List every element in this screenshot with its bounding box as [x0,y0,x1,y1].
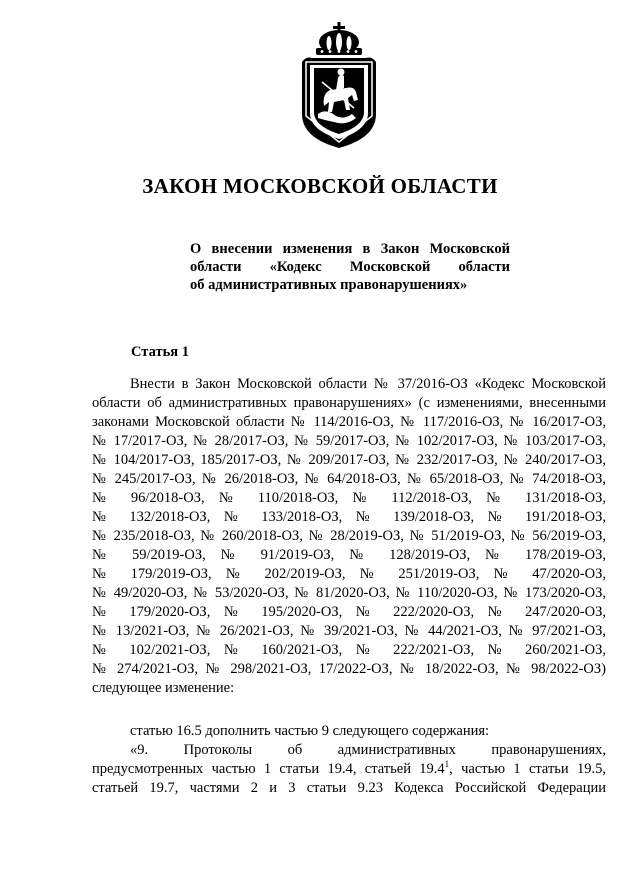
body-line: следующее изменение: [92,680,235,696]
superscript: 1 [444,759,450,770]
amendment-text [92,722,606,798]
body-line: № 17/2017-ОЗ, № 28/2017-ОЗ, № 59/2017-ОЗ, № 102/2017-ОЗ, № 103/2017-ОЗ, [92,433,606,449]
body-line: № 104/2017-ОЗ, 185/2017-ОЗ, № 209/2017-ОЗ, № 232/2017-ОЗ, № 240/2017-ОЗ, [92,452,606,468]
body-line: области об административных правонарушениях» (с изменениями, внесенными [92,395,606,411]
body-line: № 235/2018-ОЗ, № 260/2018-ОЗ, № 28/2019-ОЗ, № 51/2019-ОЗ, № 56/2019-ОЗ, [92,528,606,544]
body-line: № 245/2017-ОЗ, № 26/2018-ОЗ, № 64/2018-ОЗ, № 65/2018-ОЗ, № 74/2018-ОЗ, [92,471,606,487]
body-line: № 59/2019-ОЗ, № 91/2019-ОЗ, № 128/2019-ОЗ, № 178/2019-ОЗ, [92,547,606,563]
body-line: Внести в Закон Московской области № 37/2016-ОЗ «Кодекс Московской [130,376,606,392]
law-subtitle [190,240,510,294]
body-line: № 179/2019-ОЗ, № 202/2019-ОЗ, № 251/2019-ОЗ, № 47/2020-ОЗ, [92,566,606,582]
quote-line [92,760,606,779]
body-line: № 132/2018-ОЗ, № 133/2018-ОЗ, № 139/2018-ОЗ, № 191/2018-ОЗ, [92,509,606,525]
body-line: № 179/2020-ОЗ, № 195/2020-ОЗ, № 222/2020-ОЗ, № 247/2020-ОЗ, [92,604,606,620]
article-body [92,375,606,698]
body-line: № 274/2021-ОЗ, № 298/2021-ОЗ, 17/2022-ОЗ, № 18/2022-ОЗ, № 98/2022-ОЗ) [92,661,606,677]
amendment-intro: статью 16.5 дополнить частью 9 следующего содержания: [130,723,490,739]
quote-text: предусмотренных частью 1 статьи 19.4, статьей 19.4 [92,761,445,777]
quote-text: , частью 1 статьи 19.5, [449,761,606,777]
quote-line: статьей 19.7, частями 2 и 3 статьи 9.23 Кодекса Российской Федерации [92,780,606,796]
body-line: № 49/2020-ОЗ, № 53/2020-ОЗ, № 81/2020-ОЗ, № 110/2020-ОЗ, № 173/2020-ОЗ, [92,585,606,601]
body-line: № 102/2021-ОЗ, № 160/2021-ОЗ, № 222/2021-ОЗ, № 260/2021-ОЗ, [92,642,606,658]
subtitle-line: об административных правонарушениях» [190,277,468,293]
article-heading: Статья 1 [131,344,189,360]
subtitle-line: О внесении изменения в Закон Московской [190,241,510,257]
quote-line: «9. Протоколы об административных правонарушениях, [130,742,606,758]
body-line: № 96/2018-ОЗ, № 110/2018-ОЗ, № 112/2018-ОЗ, № 131/2018-ОЗ, [92,490,606,506]
coat-of-arms-icon [296,22,382,150]
body-line: законами Московской области № 114/2016-ОЗ, № 117/2016-ОЗ, № 16/2017-ОЗ, [92,414,606,430]
law-title: ЗАКОН МОСКОВСКОЙ ОБЛАСТИ [142,174,498,198]
subtitle-line: области «Кодекс Московской области [190,259,510,275]
body-line: № 13/2021-ОЗ, № 26/2021-ОЗ, № 39/2021-ОЗ, № 44/2021-ОЗ, № 97/2021-ОЗ, [92,623,606,639]
